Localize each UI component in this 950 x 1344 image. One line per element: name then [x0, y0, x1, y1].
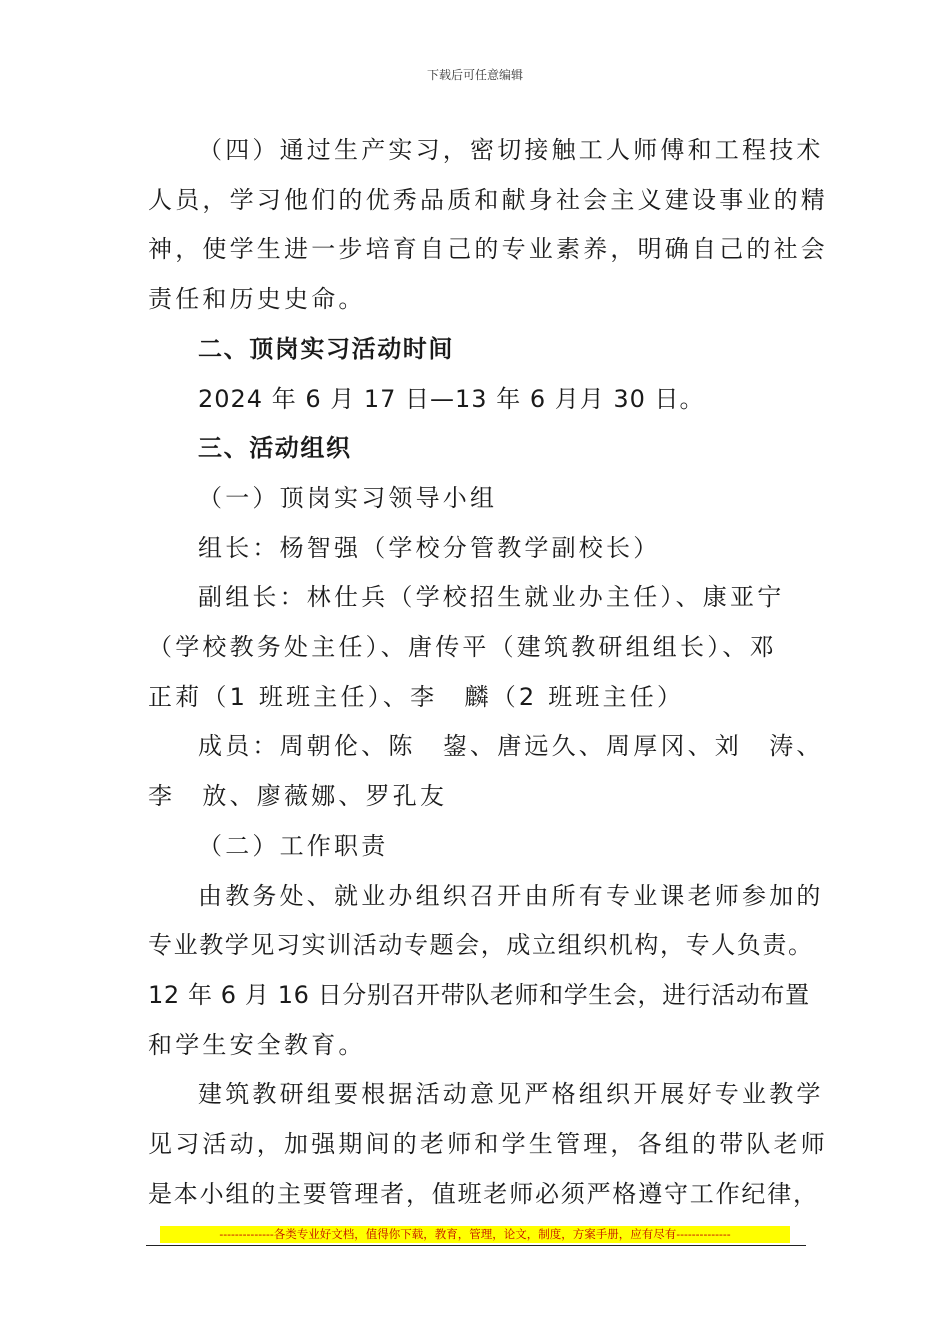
paragraph-line: 神，使学生进一步培育自己的专业素养，明确自己的社会: [148, 235, 828, 264]
subsection-heading: （一）顶岗实习领导小组: [198, 483, 498, 512]
document-body: [148, 126, 828, 1219]
footer-banner: --------------各类专业好文档，值得你下载，教育，管理，论文，制度，方案手册，应有尽有--------------: [160, 1226, 790, 1243]
paragraph-line: 见习活动，加强期间的老师和学生管理，各组的带队老师: [148, 1130, 828, 1159]
subsection-heading: （二）工作职责: [198, 831, 389, 860]
paragraph-line: 由教务处、就业办组织召开由所有专业课老师参加的: [198, 881, 824, 910]
paragraph-line: （学校教务处主任）、唐传平（建筑教研组组长）、邓: [148, 633, 777, 662]
section-heading: 三、活动组织: [198, 434, 352, 463]
footer-divider: [146, 1245, 806, 1246]
paragraph-line: 建筑教研组要根据活动意见严格组织开展好专业教学: [198, 1080, 824, 1109]
paragraph-line: 是本小组的主要管理者，值班老师必须严格遵守工作纪律，: [148, 1179, 819, 1208]
paragraph-line: （四）通过生产实习，密切接触工人师傅和工程技术: [198, 136, 824, 164]
paragraph-line: 副组长：林仕兵（学校招生就业办主任）、康亚宁: [198, 583, 785, 612]
paragraph-line: 李 放、廖薇娜、罗孔友: [148, 782, 448, 811]
paragraph-line: 专业教学见习实训活动专题会，成立组织机构，专人负责。: [148, 931, 814, 960]
paragraph-line: 12 年 6 月 16 日分别召开带队老师和学生会，进行活动布置: [148, 980, 810, 1009]
paragraph-line: 成员：周朝伦、陈 鋆、唐远久、周厚冈、刘 涛、: [198, 732, 824, 761]
page-header: 下载后可任意编辑: [426, 68, 523, 82]
paragraph-line: 责任和历史史命。: [148, 285, 366, 314]
paragraph-line: 正莉（1 班班主任）、李 麟（2 班班主任）: [148, 682, 685, 711]
paragraph-line: 人员，学习他们的优秀品质和献身社会主义建设事业的精: [148, 185, 828, 214]
paragraph-line: 和学生安全教育。: [148, 1030, 366, 1059]
section-heading: 二、顶岗实习活动时间: [198, 334, 454, 363]
paragraph-line: 组长：杨智强（学校分管教学副校长）: [198, 533, 661, 562]
paragraph-line: 2024 年 6 月 17 日—13 年 6 月月 30 日。: [198, 384, 705, 413]
